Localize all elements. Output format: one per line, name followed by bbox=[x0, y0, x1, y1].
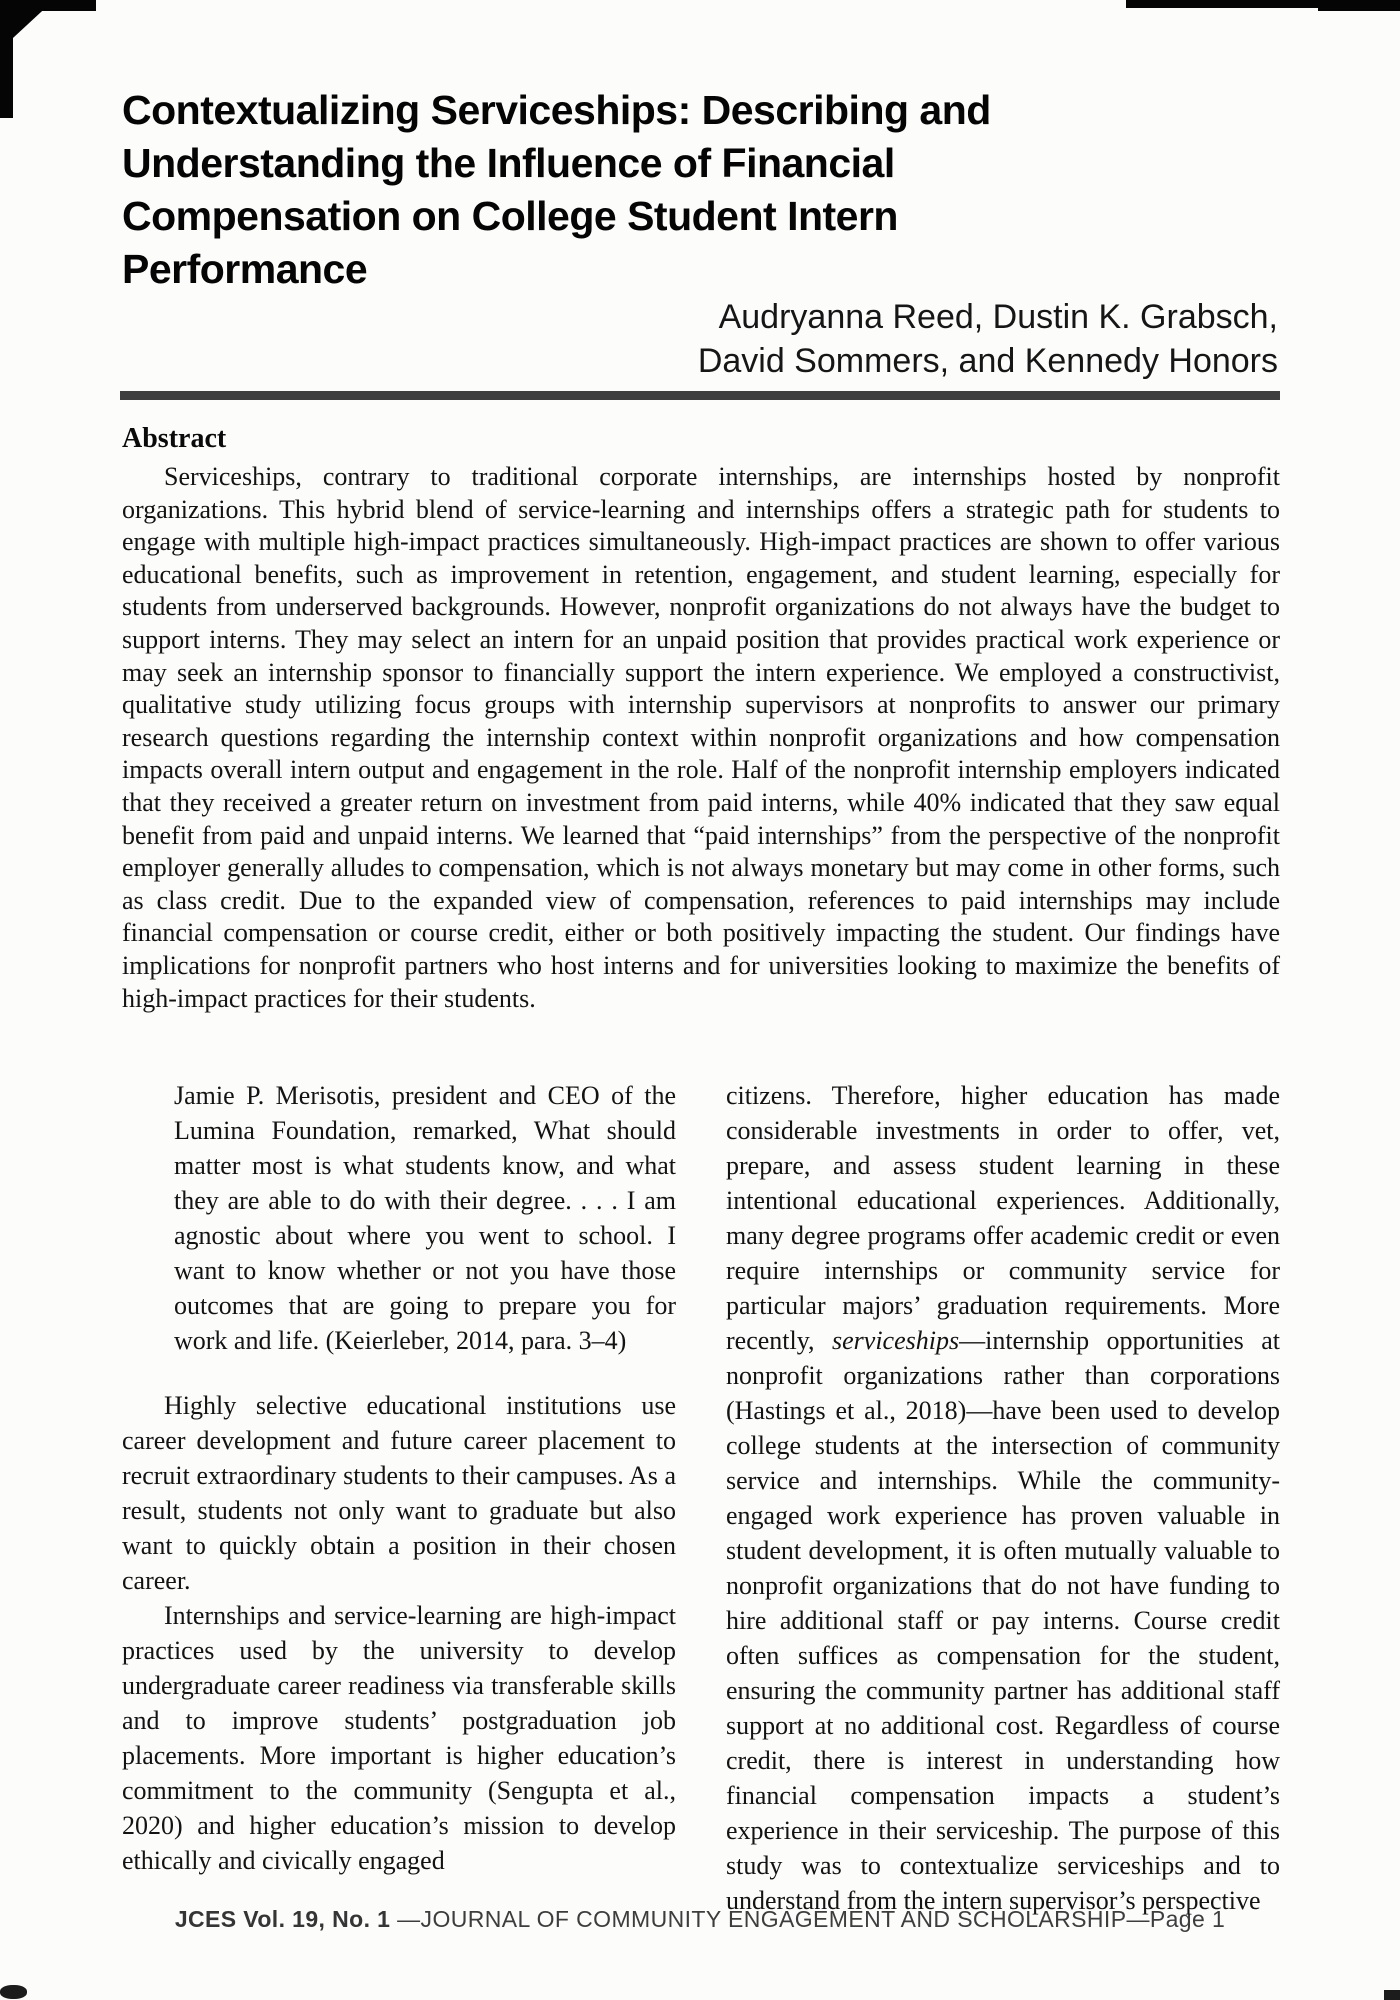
right-column-text-part-1: citizens. Therefore, higher education has made considerable investments in order to offer, vet, prepare, and assess student learning in these intentional educational experiences. Additionally, many degree programs offer academic credit or even require internships or community service for particular majors’ graduation requirements. More recently, bbox=[726, 1081, 1280, 1355]
right-column bbox=[726, 1078, 1280, 1918]
scan-artifact-top-right-edge bbox=[1318, 0, 1400, 11]
page-title-line-3: Compensation on College Student Intern bbox=[122, 193, 898, 239]
left-column bbox=[122, 1078, 676, 1918]
abstract-heading: Abstract bbox=[122, 423, 227, 454]
block-quote-merisotis: Jamie P. Merisotis, president and CEO of the Lumina Foundation, remarked, What should matter most is what students know, and what they are able to do with their degree. . . . I am agnostic about where you went to school. I want to know whether or not you have those outcomes that are going to prepare you for work and life. (Keierleber, 2014, para. 3–4) bbox=[174, 1081, 676, 1355]
footer-journal-name: —JOURNAL OF COMMUNITY ENGAGEMENT AND SCHOLARSHIP—Page 1 bbox=[390, 1906, 1226, 1932]
serviceships-italic-term: serviceships bbox=[832, 1326, 960, 1355]
author-line-1: Audryanna Reed, Dustin K. Grabsch, bbox=[718, 298, 1278, 336]
page-title-line-1: Contextualizing Serviceships: Describing and bbox=[122, 87, 991, 133]
scan-artifact-bottom-right bbox=[1384, 1990, 1400, 2000]
left-column-paragraph-1: Highly selective educational institutions use career development and future career placement to recruit extraordinary students to their campuses. As a result, students not only want to graduate but also want to quickly obtain a position in their chosen career. bbox=[122, 1391, 676, 1595]
page-footer bbox=[0, 1906, 1400, 1933]
right-column-text-part-2: —internship opportunities at nonprofit organizations rather than corporations (Hastings et al., 2018)—have been used to develop college students at the intersection of community service and internships. While the community-engaged work experience has proven valuable in student development, it is often mutually valuable to nonprofit organizations that do not have funding to hire additional staff or pay interns. Course credit often suffices as compensation for the student, ensuring the community partner has additional staff support at no additional cost. Regardless of course credit, there is interest in understanding how financial compensation impacts a student’s experience in their serviceship. The purpose of this study was to contextualize serviceships and to understand from the intern supervisor’s perspective bbox=[726, 1326, 1280, 1915]
left-column-paragraph-2: Internships and service-learning are high-impact practices used by the university to develop undergraduate career readiness via transferable skills and to improve students’ postgraduation job placements. More important is higher education’s commitment to the community (Sengupta et al., 2020) and higher education’s mission to develop ethically and civically engaged bbox=[122, 1601, 676, 1875]
abstract-paragraph: Serviceships, contrary to traditional corporate internships, are internships hosted by nonprofit organizations. This hybrid blend of service-learning and internships offers a strategic path for students to engage with multiple high-impact practices simultaneously. High-impact practices are shown to offer various educational benefits, such as improvement in retention, engagement, and student learning, especially for students from underserved backgrounds. However, nonprofit organizations do not always have the budget to support interns. They may select an intern for an unpaid position that provides practical work experience or may seek an internship sponsor to financially support the intern experience. We employed a constructivist, qualitative study utilizing focus groups with internship supervisors at nonprofits to answer our primary research questions regarding the internship context within nonprofit organizations and how compensation impacts overall intern output and engagement in the role. Half of the nonprofit internship employers indicated that they received a greater return on investment from paid interns, while 40% indicated that they saw equal benefit from paid and unpaid interns. We learned that “paid internships” from the perspective of the nonprofit employer generally alludes to compensation, which is not always monetary but may come in other forms, such as class credit. Due to the expanded view of compensation, references to paid internships may include financial compensation or course credit, either or both positively impacting the student. Our findings have implications for nonprofit partners who host interns and for universities looking to maximize the benefits of high-impact practices for their students. bbox=[122, 462, 1280, 1013]
author-line-2: David Sommers, and Kennedy Honors bbox=[697, 342, 1278, 380]
footer-volume-label: JCES Vol. 19, No. 1 bbox=[174, 1906, 391, 1932]
page-title bbox=[122, 84, 1202, 296]
author-byline bbox=[698, 295, 1278, 383]
body-columns bbox=[122, 1078, 1280, 1918]
title-divider-rule bbox=[120, 391, 1280, 400]
scan-artifact-bottom-left bbox=[0, 1985, 27, 1999]
page-title-line-4: Performance bbox=[122, 246, 368, 292]
page-title-line-2: Understanding the Influence of Financial bbox=[122, 140, 895, 186]
right-column-paragraph bbox=[726, 1078, 1280, 1918]
